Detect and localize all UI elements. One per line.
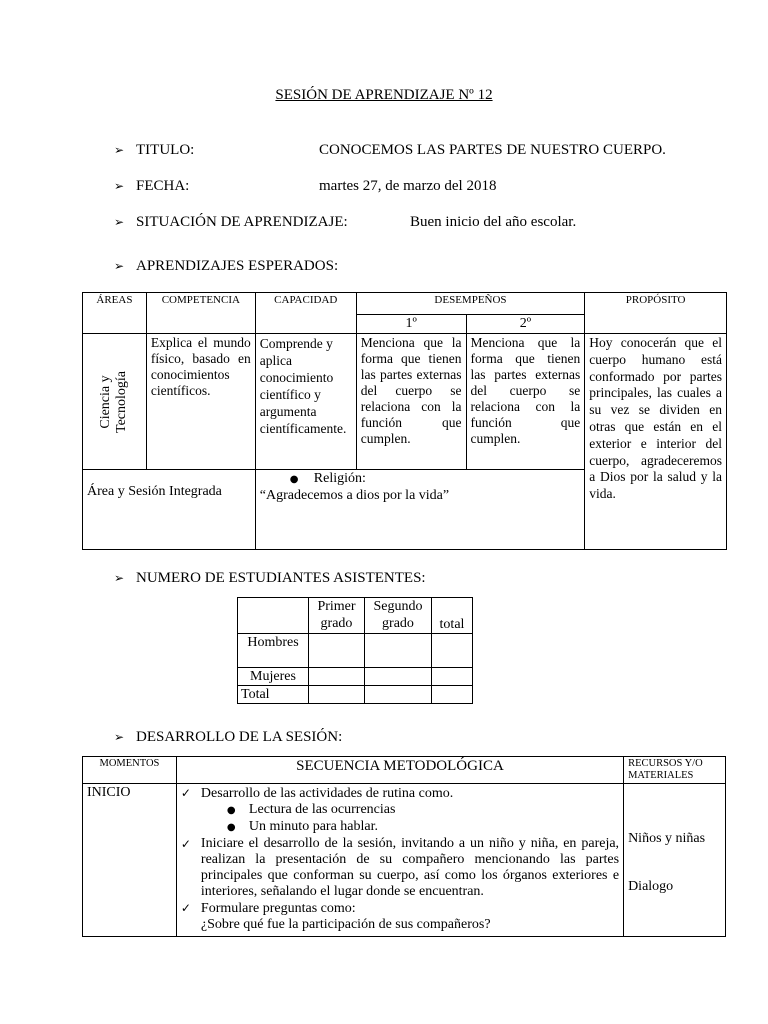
step-1 xyxy=(181,785,619,802)
students-row-mujeres: Mujeres xyxy=(238,668,309,686)
header-momentos: MOMENTOS xyxy=(83,757,177,784)
integrada-bullet xyxy=(260,471,580,488)
sequence-cell xyxy=(176,784,623,937)
header-secuencia: SECUENCIA METODOLÓGICA xyxy=(176,757,623,784)
students-row-hombres: Hombres xyxy=(238,634,309,668)
students-cell xyxy=(309,634,365,668)
fecha-label: FECHA: xyxy=(136,178,190,194)
header-capacidad: CAPACIDAD xyxy=(255,293,356,334)
header-proposito: PROPÓSITO xyxy=(585,293,727,334)
aprendizajes-label: APRENDIZAJES ESPERADOS: xyxy=(136,258,339,274)
desempeno-2-cell: Menciona que la forma que tienen las partes externas del cuerpo se relaciona con la función que cumplen. xyxy=(466,334,585,470)
bullet-icon: ● xyxy=(226,805,236,816)
header-grado-2: 2º xyxy=(466,315,585,334)
students-cell xyxy=(365,686,432,704)
step-1-text: Desarrollo de las actividades de rutina como. xyxy=(200,786,454,801)
students-corner-cell xyxy=(238,598,309,634)
capacidad-cell: Comprende y aplica conocimiento científico y argumenta científicamente. xyxy=(255,334,356,470)
students-cell xyxy=(432,634,473,668)
step-2-text: Iniciare el desarrollo de la sesión, invitando a un niño y niña, en pareja, realizan la presentación de su compañero mencionando las partes principales que conforman su cuerpo, así como los órganos exteriores e interiores, señalando el lugar donde se encuentran. xyxy=(200,836,620,899)
fecha-row xyxy=(114,178,189,195)
resources-cell xyxy=(624,784,726,937)
header-desempenos: DESEMPEÑOS xyxy=(356,293,584,315)
students-cell xyxy=(365,634,432,668)
students-cell xyxy=(432,686,473,704)
sub-item-1 xyxy=(181,802,619,819)
students-col-segundo: Segundo grado xyxy=(365,598,432,634)
step-3-question: ¿Sobre qué fue la participación de sus compañeros? xyxy=(200,917,491,932)
sub-item-1-text: Lectura de las ocurrencias xyxy=(248,802,396,817)
students-col-primer: Primer grado xyxy=(309,598,365,634)
fecha-value: martes 27, de marzo del 2018 xyxy=(319,178,497,194)
competencia-cell: Explica el mundo físico, basado en conocimientos científicos. xyxy=(146,334,255,470)
integrada-label-cell: Área y Sesión Integrada xyxy=(83,470,256,550)
bullet-icon: ● xyxy=(289,474,299,485)
moment-inicio: INICIO xyxy=(83,784,177,937)
students-cell xyxy=(309,668,365,686)
arrow-bullet-icon: ➢ xyxy=(114,259,125,273)
titulo-label: TITULO: xyxy=(136,142,195,158)
resource-2: Dialogo xyxy=(628,879,674,894)
resource-1: Niños y niñas xyxy=(628,831,706,846)
step-3 xyxy=(181,900,619,917)
arrow-bullet-icon: ➢ xyxy=(114,143,125,157)
situacion-row xyxy=(114,214,348,231)
integrada-content-cell xyxy=(255,470,584,550)
students-heading-row xyxy=(114,570,426,587)
learning-table xyxy=(82,292,727,550)
checkmark-icon: ✓ xyxy=(180,786,191,800)
students-cell xyxy=(309,686,365,704)
students-cell xyxy=(365,668,432,686)
checkmark-icon: ✓ xyxy=(180,901,191,915)
development-table xyxy=(82,756,726,937)
development-heading: DESARROLLO DE LA SESIÓN: xyxy=(136,729,343,745)
header-competencia: COMPETENCIA xyxy=(146,293,255,334)
sub-item-2 xyxy=(181,819,619,836)
header-areas: ÁREAS xyxy=(83,293,147,334)
situacion-value: Buen inicio del año escolar. xyxy=(410,214,577,230)
desempeno-1-cell: Menciona que la forma que tienen las partes externas del cuerpo se relaciona con la función que cumplen. xyxy=(356,334,466,470)
integrada-text: “Agradecemos a dios por la vida” xyxy=(259,488,450,503)
aprendizajes-row xyxy=(114,258,338,275)
integrada-bullet-text: Religión: xyxy=(313,471,366,486)
development-heading-row xyxy=(114,729,342,746)
students-heading: NUMERO DE ESTUDIANTES ASISTENTES: xyxy=(136,570,426,586)
arrow-bullet-icon: ➢ xyxy=(114,730,125,744)
students-cell xyxy=(432,668,473,686)
situacion-label: SITUACIÓN DE APRENDIZAJE: xyxy=(136,214,348,230)
titulo-value: CONOCEMOS LAS PARTES DE NUESTRO CUERPO. xyxy=(319,142,666,158)
area-cell xyxy=(83,334,147,470)
students-table xyxy=(237,597,473,704)
area-text: Ciencia y Tecnología xyxy=(98,370,130,433)
header-grado-1: 1º xyxy=(356,315,466,334)
sub-item-2-text: Un minuto para hablar. xyxy=(248,819,378,834)
proposito-cell: Hoy conocerán que el cuerpo humano está conformado por partes principales, las cuales a su vez se dividen en otras que están en el exterior e interior del cuerpo, agradeceremos a Dios por la salud y la vida. xyxy=(585,334,727,550)
step-2 xyxy=(181,836,619,900)
checkmark-icon: ✓ xyxy=(180,837,191,851)
step-3-text: Formulare preguntas como: xyxy=(200,901,356,916)
arrow-bullet-icon: ➢ xyxy=(114,571,125,585)
header-recursos: RECURSOS Y/O MATERIALES xyxy=(624,757,726,784)
arrow-bullet-icon: ➢ xyxy=(114,179,125,193)
students-col-total: total xyxy=(432,598,473,634)
titulo-row xyxy=(114,142,194,159)
document-title: SESIÓN DE APRENDIZAJE Nº 12 xyxy=(275,87,493,103)
students-row-total: Total xyxy=(238,686,309,704)
arrow-bullet-icon: ➢ xyxy=(114,215,125,229)
bullet-icon: ● xyxy=(226,822,236,833)
